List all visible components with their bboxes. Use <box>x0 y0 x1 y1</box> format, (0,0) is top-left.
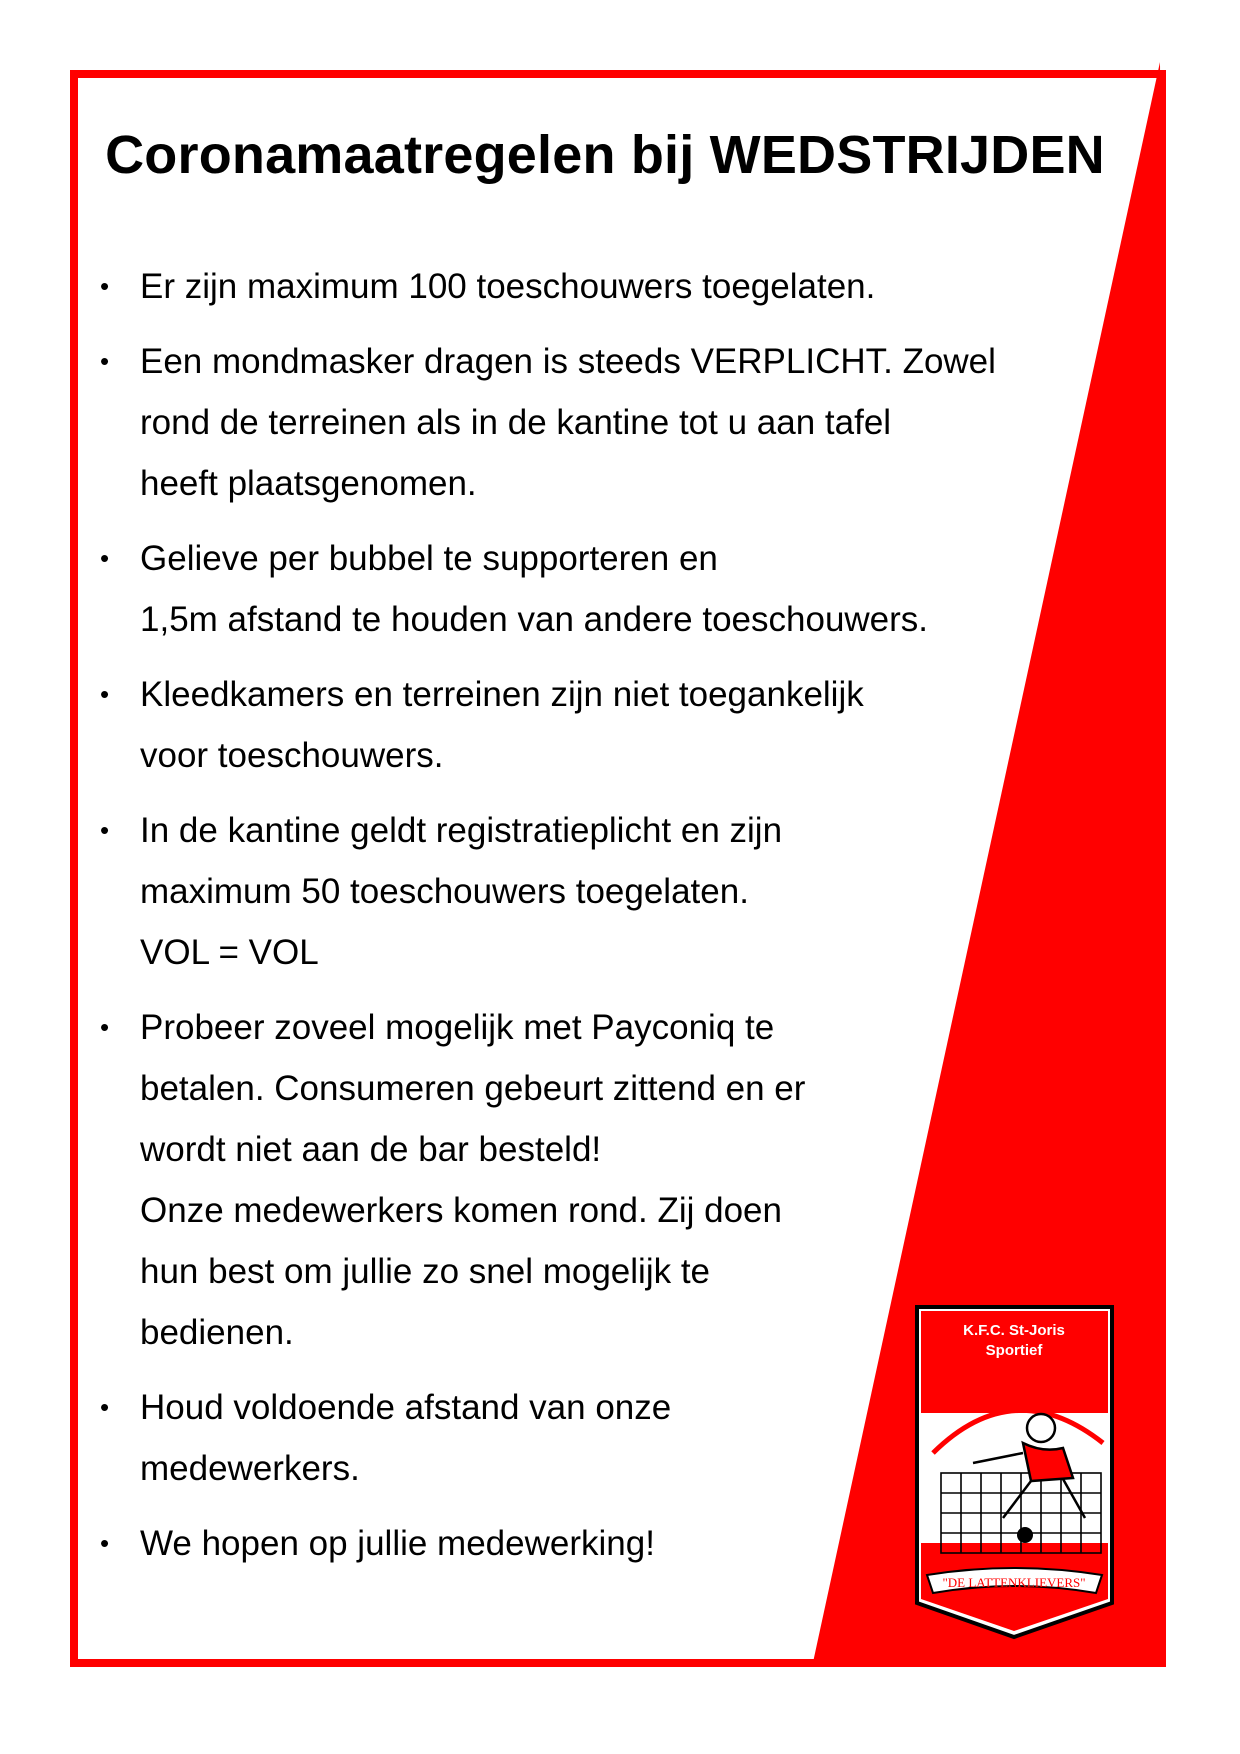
rules-list <box>100 256 1000 1588</box>
rule-line: Er zijn maximum 100 toeschouwers toegelaten. <box>140 267 876 306</box>
rule-line: wordt niet aan de bar besteld! <box>140 1130 602 1169</box>
page-title: Coronamaatregelen bij WEDSTRIJDEN <box>105 125 1105 185</box>
rule-line: betalen. Consumeren gebeurt zittend en er <box>140 1069 806 1108</box>
rule-item <box>100 997 1000 1363</box>
bullet-icon: • <box>100 1392 110 1422</box>
rule-item <box>100 528 1000 650</box>
rule-item <box>100 664 1000 786</box>
rule-item <box>100 256 1000 317</box>
logo-club-line2: Sportief <box>985 1342 1043 1359</box>
rule-line: Houd voldoende afstand van onze <box>140 1388 672 1427</box>
rule-item <box>100 331 1000 514</box>
rule-line: Probeer zoveel mogelijk met Payconiq te <box>140 1008 775 1047</box>
bullet-icon: • <box>100 815 110 845</box>
rule-line: heeft plaatsgenomen. <box>140 464 477 503</box>
club-logo <box>913 1303 1116 1641</box>
rule-line: rond de terreinen als in de kantine tot u aan tafel <box>140 403 892 442</box>
rule-line: maximum 50 toeschouwers toegelaten. <box>140 872 749 911</box>
rule-line: Een mondmasker dragen is steeds VERPLICHT. Zowel <box>140 342 996 381</box>
rule-line: Onze medewerkers komen rond. Zij doen <box>140 1191 782 1230</box>
bullet-icon: • <box>100 1528 110 1558</box>
rule-line: bedienen. <box>140 1313 294 1352</box>
rule-line: hun best om jullie zo snel mogelijk te <box>140 1252 711 1291</box>
bullet-icon: • <box>100 1012 110 1042</box>
rule-line: 1,5m afstand te houden van andere toeschouwers. <box>140 600 929 639</box>
rule-line: We hopen op jullie medewerking! <box>140 1524 655 1563</box>
rule-line: In de kantine geldt registratieplicht en zijn <box>140 811 783 850</box>
rule-item <box>100 1377 1000 1499</box>
bullet-icon: • <box>100 271 110 301</box>
rule-item <box>100 800 1000 983</box>
rule-line: VOL = VOL <box>140 933 319 972</box>
rule-line: Gelieve per bubbel te supporteren en <box>140 539 718 578</box>
rule-line: Kleedkamers en terreinen zijn niet toegankelijk <box>140 675 864 714</box>
logo-motto: "DE LATTENKLIEVERS" <box>942 1575 1086 1590</box>
rule-item <box>100 1513 1000 1574</box>
bullet-icon: • <box>100 543 110 573</box>
rule-line: voor toeschouwers. <box>140 736 444 775</box>
bullet-icon: • <box>100 346 110 376</box>
rule-line: medewerkers. <box>140 1449 360 1488</box>
logo-club-line1: K.F.C. St-Joris <box>963 1322 1065 1339</box>
bullet-icon: • <box>100 679 110 709</box>
